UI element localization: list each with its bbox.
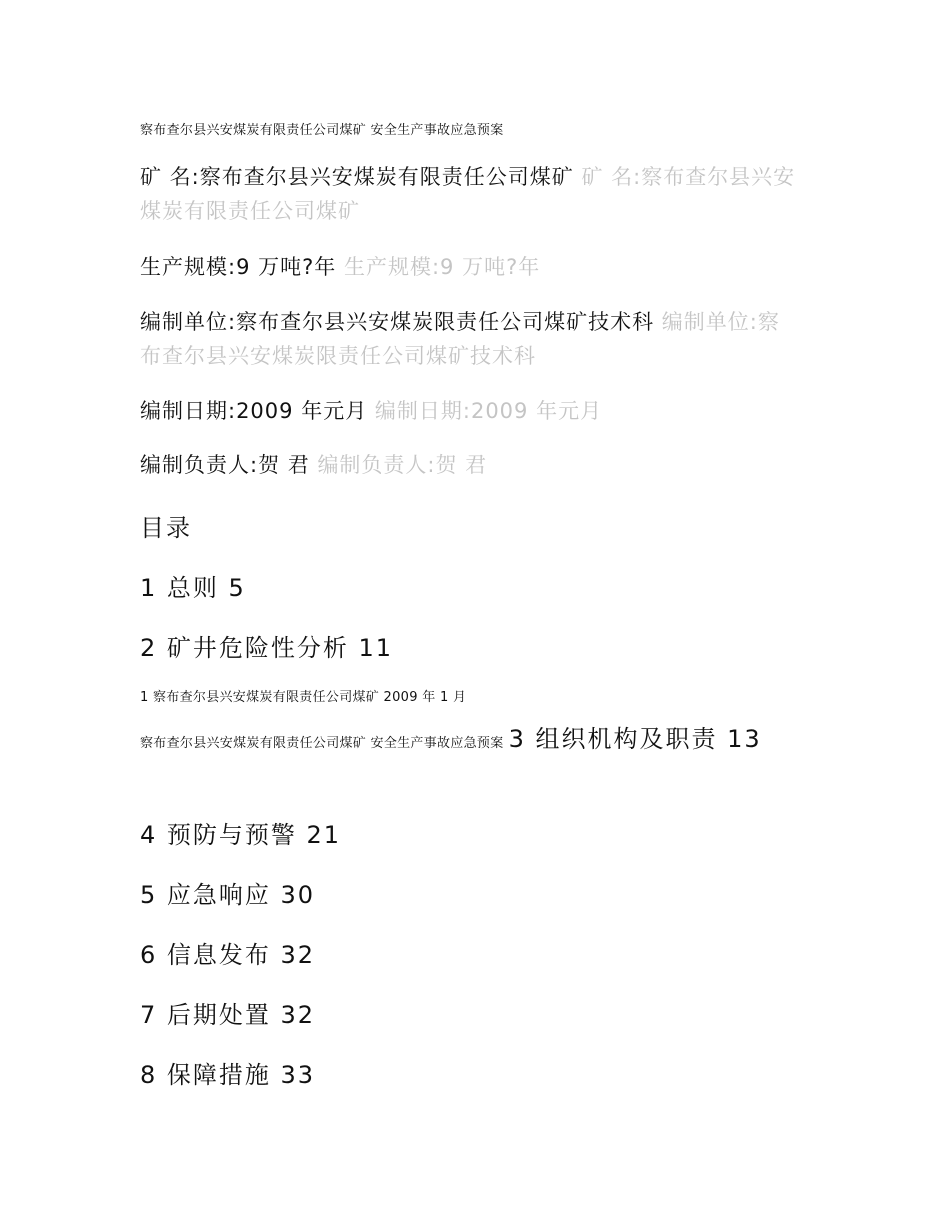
- field-responsible-person-text: 编制负责人:贺 君: [140, 453, 310, 477]
- field-compiling-date-text: 编制日期:2009 年元月: [140, 399, 368, 423]
- toc-item: 2 矿井危险性分析 11: [140, 634, 394, 662]
- field-production-scale-ghost: 生产规模:9 万吨?年: [343, 255, 541, 279]
- page-header: 察布查尔县兴安煤炭有限责任公司煤矿 安全生产事故应急预案: [140, 123, 504, 138]
- field-mine-name-ghost: 矿 名:察布查尔县兴安煤炭有限责任公司煤矿: [140, 165, 796, 223]
- field-mine-name: [140, 160, 800, 228]
- toc-item-with-header: [140, 723, 800, 760]
- field-production-scale: [140, 250, 800, 284]
- page-header-repeat: 察布查尔县兴安煤炭有限责任公司煤矿 安全生产事故应急预案: [140, 736, 504, 751]
- field-compiling-unit-ghost: 编制单位:察布查尔县兴安煤炭限责任公司煤矿技术科: [140, 310, 780, 368]
- toc-item: 6 信息发布 32: [140, 941, 316, 969]
- toc-item: 7 后期处置 32: [140, 1001, 316, 1029]
- field-responsible-person: [140, 448, 800, 482]
- toc-item: 4 预防与预警 21: [140, 821, 342, 849]
- field-compiling-date: [140, 394, 800, 428]
- field-compiling-unit-text: 编制单位:察布查尔县兴安煤炭限责任公司煤矿技术科: [140, 310, 655, 334]
- toc-title: 目录: [140, 514, 192, 542]
- field-responsible-person-ghost: 编制负责人:贺 君: [317, 453, 488, 477]
- toc-item: 8 保障措施 33: [140, 1061, 316, 1089]
- field-compiling-date-ghost: 编制日期:2009 年元月: [374, 399, 603, 423]
- toc-item: 3 组织机构及职责 13: [508, 725, 762, 753]
- field-production-scale-text: 生产规模:9 万吨?年: [140, 255, 337, 279]
- toc-item: 1 总则 5: [140, 574, 246, 602]
- field-compiling-unit: [140, 305, 800, 373]
- page-footer: 1 察布查尔县兴安煤炭有限责任公司煤矿 2009 年 1 月: [140, 690, 467, 705]
- toc-item: 5 应急响应 30: [140, 881, 316, 909]
- field-mine-name-text: 矿 名:察布查尔县兴安煤炭有限责任公司煤矿: [140, 165, 574, 189]
